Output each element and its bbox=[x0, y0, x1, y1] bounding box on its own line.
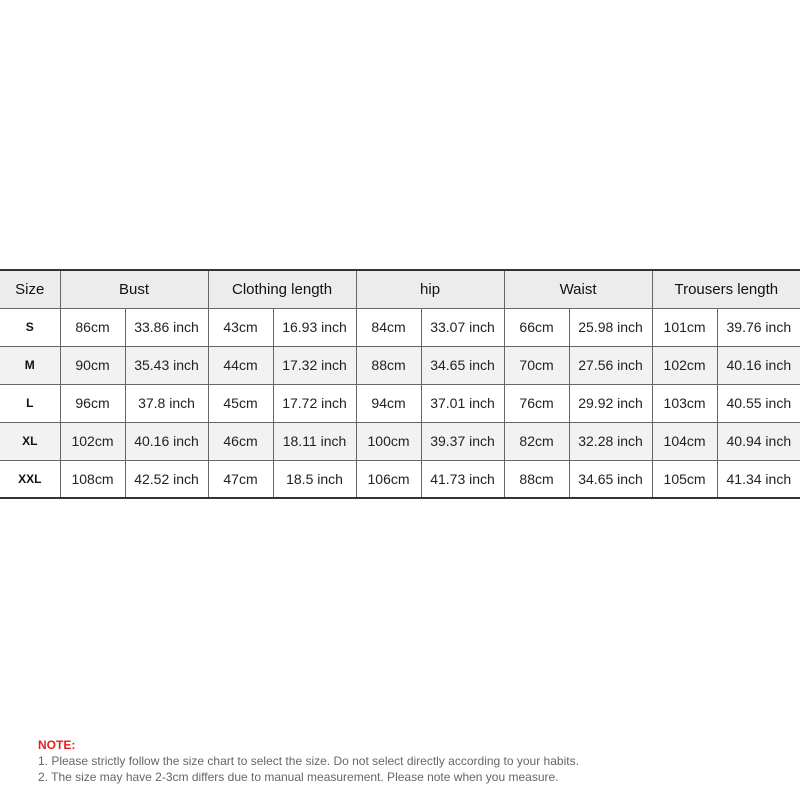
size-label: S bbox=[0, 308, 60, 346]
header-trousers-length: Trousers length bbox=[652, 270, 800, 308]
clothing-length-inch: 17.32 inch bbox=[273, 346, 356, 384]
header-clothing-length: Clothing length bbox=[208, 270, 356, 308]
trousers-length-inch: 41.34 inch bbox=[717, 460, 800, 498]
waist-inch: 34.65 inch bbox=[569, 460, 652, 498]
clothing-length-cm: 43cm bbox=[208, 308, 273, 346]
waist-cm: 82cm bbox=[504, 422, 569, 460]
clothing-length-cm: 47cm bbox=[208, 460, 273, 498]
header-waist: Waist bbox=[504, 270, 652, 308]
clothing-length-inch: 18.11 inch bbox=[273, 422, 356, 460]
trousers-length-inch: 39.76 inch bbox=[717, 308, 800, 346]
table-row bbox=[0, 346, 800, 384]
clothing-length-inch: 17.72 inch bbox=[273, 384, 356, 422]
clothing-length-inch: 18.5 inch bbox=[273, 460, 356, 498]
table-header-row bbox=[0, 270, 800, 308]
note-line-2: 2. The size may have 2-3cm differs due to manual measurement. Please note when you measure. bbox=[38, 770, 559, 784]
trousers-length-inch: 40.55 inch bbox=[717, 384, 800, 422]
note-line-1: 1. Please strictly follow the size chart to select the size. Do not select directly according to your habits. bbox=[38, 754, 579, 768]
waist-cm: 88cm bbox=[504, 460, 569, 498]
bust-cm: 108cm bbox=[60, 460, 125, 498]
size-label: XL bbox=[0, 422, 60, 460]
bust-inch: 33.86 inch bbox=[125, 308, 208, 346]
size-note bbox=[38, 737, 579, 785]
table-row bbox=[0, 422, 800, 460]
note-title: NOTE: bbox=[38, 738, 76, 752]
clothing-length-cm: 46cm bbox=[208, 422, 273, 460]
bust-inch: 42.52 inch bbox=[125, 460, 208, 498]
trousers-length-cm: 104cm bbox=[652, 422, 717, 460]
size-label: XXL bbox=[0, 460, 60, 498]
hip-inch: 33.07 inch bbox=[421, 308, 504, 346]
waist-cm: 76cm bbox=[504, 384, 569, 422]
hip-cm: 88cm bbox=[356, 346, 421, 384]
bust-cm: 102cm bbox=[60, 422, 125, 460]
size-chart-table bbox=[0, 269, 800, 499]
header-hip: hip bbox=[356, 270, 504, 308]
hip-inch: 34.65 inch bbox=[421, 346, 504, 384]
clothing-length-cm: 45cm bbox=[208, 384, 273, 422]
table-row bbox=[0, 460, 800, 498]
header-size: Size bbox=[0, 270, 60, 308]
hip-inch: 39.37 inch bbox=[421, 422, 504, 460]
trousers-length-cm: 102cm bbox=[652, 346, 717, 384]
waist-inch: 25.98 inch bbox=[569, 308, 652, 346]
hip-cm: 106cm bbox=[356, 460, 421, 498]
size-label: M bbox=[0, 346, 60, 384]
waist-inch: 29.92 inch bbox=[569, 384, 652, 422]
clothing-length-inch: 16.93 inch bbox=[273, 308, 356, 346]
trousers-length-cm: 103cm bbox=[652, 384, 717, 422]
bust-inch: 37.8 inch bbox=[125, 384, 208, 422]
bust-cm: 86cm bbox=[60, 308, 125, 346]
bust-inch: 40.16 inch bbox=[125, 422, 208, 460]
hip-cm: 84cm bbox=[356, 308, 421, 346]
trousers-length-inch: 40.16 inch bbox=[717, 346, 800, 384]
bust-cm: 96cm bbox=[60, 384, 125, 422]
header-bust: Bust bbox=[60, 270, 208, 308]
trousers-length-inch: 40.94 inch bbox=[717, 422, 800, 460]
hip-cm: 94cm bbox=[356, 384, 421, 422]
trousers-length-cm: 101cm bbox=[652, 308, 717, 346]
table-row bbox=[0, 308, 800, 346]
hip-cm: 100cm bbox=[356, 422, 421, 460]
clothing-length-cm: 44cm bbox=[208, 346, 273, 384]
waist-cm: 66cm bbox=[504, 308, 569, 346]
bust-cm: 90cm bbox=[60, 346, 125, 384]
waist-cm: 70cm bbox=[504, 346, 569, 384]
size-label: L bbox=[0, 384, 60, 422]
waist-inch: 27.56 inch bbox=[569, 346, 652, 384]
waist-inch: 32.28 inch bbox=[569, 422, 652, 460]
trousers-length-cm: 105cm bbox=[652, 460, 717, 498]
table-row bbox=[0, 384, 800, 422]
hip-inch: 37.01 inch bbox=[421, 384, 504, 422]
bust-inch: 35.43 inch bbox=[125, 346, 208, 384]
hip-inch: 41.73 inch bbox=[421, 460, 504, 498]
